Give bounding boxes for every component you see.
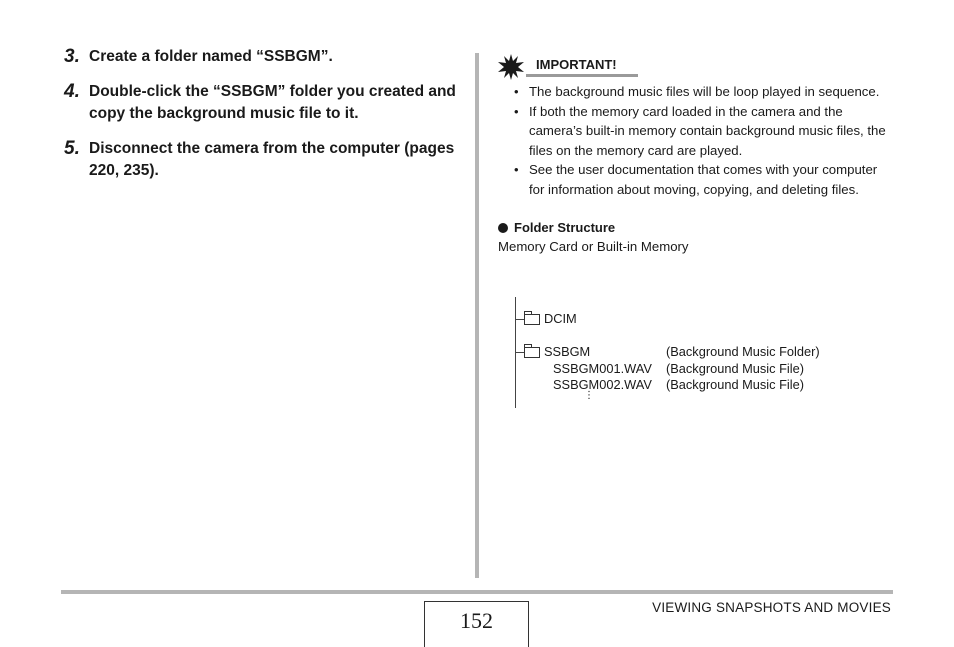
folder-tree [498,297,893,409]
important-bullets [498,82,893,199]
important-header [498,54,893,78]
step-number: 3. [64,46,80,67]
starburst-icon [498,54,524,80]
footer-divider [61,590,893,594]
bullet-icon: • [514,162,519,177]
important-underline [526,74,638,77]
filled-circle-icon [498,223,508,233]
step-text: Create a folder named “SSBGM”. [89,48,333,65]
step-5 [64,138,459,182]
list-item: • The background music files will be loop played in sequence. [498,82,893,102]
tree-branch-line [515,319,524,320]
column-divider [475,53,479,578]
step-4 [64,81,459,125]
step-number: 5. [64,138,80,159]
folder-structure-subheading: Memory Card or Built-in Memory [498,239,689,254]
bullet-icon: • [514,84,519,99]
file-ssbgm001-description: (Background Music File) [666,361,804,376]
important-title: IMPORTANT! [536,57,617,72]
folder-structure-heading: Folder Structure [498,218,893,237]
step-number: 4. [64,81,80,102]
folder-ssbgm-description: (Background Music Folder) [666,344,820,359]
vertical-ellipsis: ⋮ [584,390,594,401]
step-text: Double-click the “SSBGM” folder you created and copy the background music file to it. [89,83,456,122]
steps-list [64,46,459,195]
important-section [498,54,893,256]
folder-ssbgm: SSBGM [544,344,591,359]
bullet-icon: • [514,103,519,119]
folder-dcim: DCIM [544,311,577,326]
file-ssbgm002: SSBGM002.WAV [553,377,652,392]
page-number: 152 [424,601,529,647]
folder-icon [524,347,540,358]
step-3 [64,46,459,68]
list-item: • See the user documentation that comes with your computer for information about moving, copying, and deleting files. [514,162,878,197]
step-text: Disconnect the camera from the computer (pages 220, 235). [89,140,455,179]
file-ssbgm002-description: (Background Music File) [666,377,804,392]
folder-icon [524,314,540,325]
file-ssbgm001: SSBGM001.WAV [553,361,652,376]
section-title: VIEWING SNAPSHOTS AND MOVIES [652,600,891,615]
list-item: • If both the memory card loaded in the camera and the camera’s built-in memory contain background music files, the files on the memory card are played. [514,103,886,158]
tree-branch-line [515,352,524,353]
